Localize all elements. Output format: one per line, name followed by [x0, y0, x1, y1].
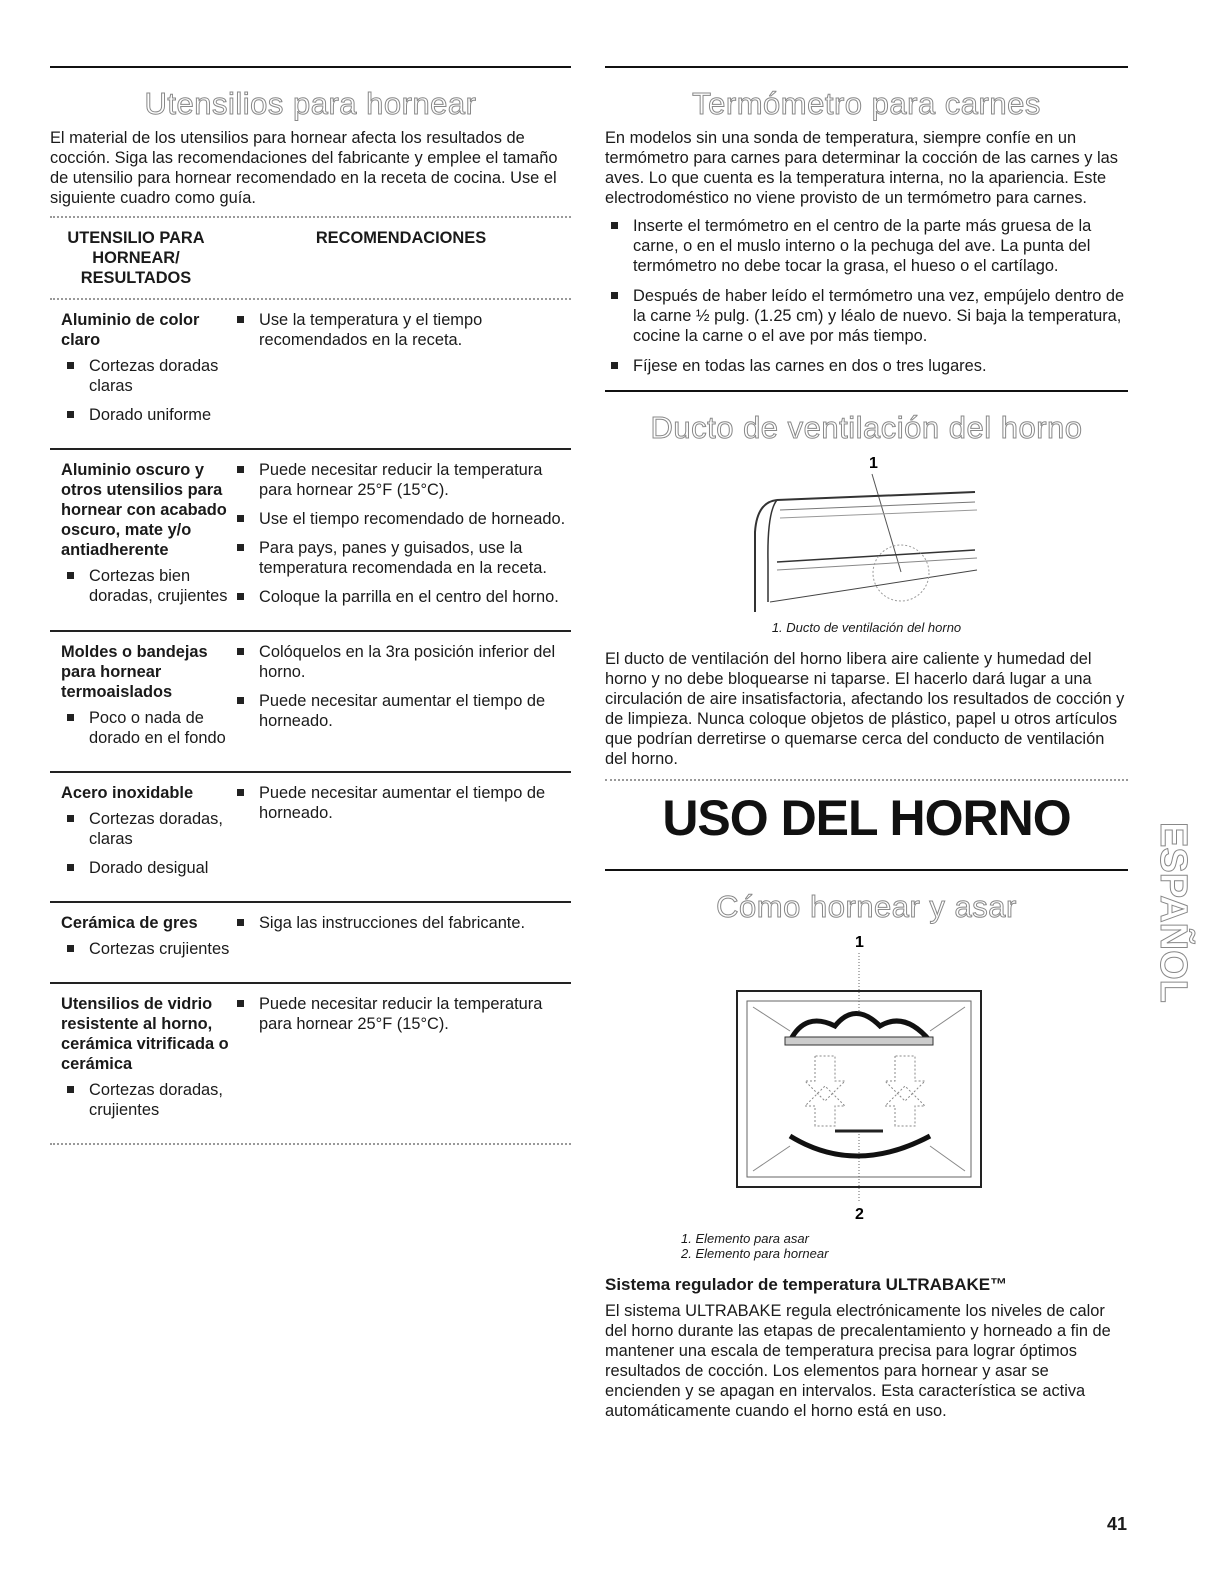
- table-row: [50, 771, 571, 901]
- utensil-cell: [61, 913, 231, 968]
- thermometer-intro: En modelos sin una sonda de temperatura, siempre confíe en un termómetro para carnes para determinar la cocción de las carnes y las aves. Lo que cuenta es la temperatura interna, no la apariencia. Este electrodoméstico no viene provisto de un termómetro para carnes.: [605, 129, 1118, 207]
- recommendation-bullet: Puede necesitar aumentar el tiempo de horneado.: [231, 783, 571, 823]
- utensil-cell: [61, 310, 231, 434]
- utensils-intro: El material de los utensilios para hornear afecta los resultados de cocción. Siga las recomendaciones del fabricante y emplee el tamaño de utensilio para hornear recomendado en la receta de cocina. Use el siguiente cuadro como guía.: [50, 129, 558, 207]
- table-row: [50, 982, 571, 1143]
- result-bullet: Cortezas doradas, crujientes: [61, 1080, 231, 1120]
- ultrabake-subhead: Sistema regulador de temperatura ULTRABAKE™: [605, 1275, 1008, 1294]
- utensil-name: Moldes o bandejas para hornear termoaislados: [61, 643, 208, 701]
- utensil-cell: [61, 783, 231, 887]
- vent-callout: 1: [869, 455, 878, 472]
- divider: [50, 1143, 571, 1145]
- recommendation-cell: [231, 783, 571, 887]
- broil-callout: 1: [855, 934, 864, 951]
- recommendation-cell: [231, 460, 571, 616]
- recommendation-bullet: Puede necesitar aumentar el tiempo de horneado.: [231, 691, 571, 731]
- thermometer-heading: Termómetro para carnes: [692, 86, 1041, 121]
- result-bullet: Dorado desigual: [61, 858, 231, 878]
- recommendation-bullet: Colóquelos en la 3ra posición inferior del horno.: [231, 642, 571, 682]
- utensil-cell: [61, 994, 231, 1129]
- recommendation-bullet: Para pays, panes y guisados, use la temperatura recomendada en la receta.: [231, 538, 571, 578]
- table-row: [50, 901, 571, 982]
- recommendation-bullet: Puede necesitar reducir la temperatura para hornear 25°F (15°C).: [231, 460, 571, 500]
- utensil-cell: [61, 460, 231, 616]
- table-header-col1: UTENSILIO PARA HORNEAR/ RESULTADOS: [67, 229, 205, 287]
- section-title: USO DEL HORNO: [662, 790, 1071, 846]
- table-row: [50, 630, 571, 771]
- bake-caption: 2. Elemento para hornear: [681, 1246, 829, 1261]
- recommendation-cell: [231, 994, 571, 1129]
- recommendation-bullet: Siga las instrucciones del fabricante.: [231, 913, 571, 933]
- left-column: [50, 66, 571, 1145]
- utensil-name: Cerámica de gres: [61, 914, 198, 932]
- result-bullet: Dorado uniforme: [61, 405, 231, 425]
- result-bullet: Cortezas bien doradas, crujientes: [61, 566, 231, 606]
- language-tab-text: ESPAÑOL: [1152, 822, 1194, 1003]
- recommendation-cell: [231, 913, 571, 968]
- divider: [605, 779, 1128, 781]
- utensils-table: [50, 300, 571, 1143]
- bake-callout: 2: [855, 1206, 864, 1223]
- utensil-name: Aluminio de color claro: [61, 311, 200, 349]
- vent-illustration: [605, 452, 1128, 622]
- vent-heading: Ducto de ventilación del horno: [650, 410, 1083, 445]
- thermometer-bullet: Fíjese en todas las carnes en dos o tres lugares.: [605, 356, 1128, 376]
- thermometer-bullet: Inserte el termómetro en el centro de la parte más gruesa de la carne, o en el muslo interno o la pechuga del ave. La punta del termómetro no debe tocar la grasa, el hueso o el cartílago.: [605, 216, 1128, 276]
- oven-vent-diagram: [605, 452, 1128, 622]
- utensil-name: Acero inoxidable: [61, 784, 194, 802]
- bake-heading: Cómo hornear y asar: [716, 889, 1017, 924]
- recommendation-bullet: Puede necesitar reducir la temperatura para hornear 25°F (15°C).: [231, 994, 571, 1034]
- top-rule: [605, 66, 1128, 68]
- oven-elements-diagram: [605, 931, 1128, 1231]
- vent-caption: 1. Ducto de ventilación del horno: [771, 620, 962, 635]
- broil-caption: 1. Elemento para asar: [681, 1231, 809, 1246]
- table-row: [50, 300, 571, 448]
- result-bullet: Poco o nada de dorado en el fondo: [61, 708, 231, 748]
- recommendation-bullet: Use el tiempo recomendado de horneado.: [231, 509, 571, 529]
- utensil-name: Aluminio oscuro y otros utensilios para hornear con acabado oscuro, mate y/o antiadherente: [61, 461, 227, 559]
- ultrabake-text: El sistema ULTRABAKE regula electrónicamente los niveles de calor del horno durante las etapas de precalentamiento y horneado a fin de mantener una escala de temperatura precisa para lograr óptimos resultados de cocción. Los elementos para hornear y asar se encienden y se apagan en intervalos. Esta característica se activa automáticamente cuando el horno está en uso.: [605, 1302, 1111, 1420]
- section-rule: [605, 390, 1128, 392]
- utensil-name: Utensilios de vidrio resistente al horno, cerámica vitrificada o cerámica: [61, 995, 229, 1073]
- utensils-heading: Utensilios para hornear: [144, 86, 477, 121]
- section-rule: [605, 869, 1128, 871]
- recommendation-bullet: Use la temperatura y el tiempo recomendados en la receta.: [231, 310, 571, 350]
- table-header-col2: RECOMENDACIONES: [315, 229, 487, 247]
- thermometer-bullet: Después de haber leído el termómetro una vez, empújelo dentro de la carne ½ pulg. (1.25 cm) y léalo de nuevo. Si baja la temperatura, cocine la carne o el ave por más tiempo.: [605, 286, 1128, 346]
- result-bullet: Cortezas crujientes: [61, 939, 231, 959]
- utensil-cell: [61, 642, 231, 757]
- bake-illustration: [605, 931, 1128, 1231]
- recommendation-cell: [231, 310, 571, 434]
- result-bullet: Cortezas doradas claras: [61, 356, 231, 396]
- recommendation-bullet: Coloque la parrilla en el centro del horno.: [231, 587, 571, 607]
- page-number: 41: [1106, 1514, 1127, 1534]
- top-rule: [50, 66, 571, 68]
- language-tab-graphic: [1127, 818, 1194, 1060]
- right-column: [605, 66, 1128, 1421]
- table-header: [50, 218, 571, 298]
- vent-text: El ducto de ventilación del horno libera aire caliente y humedad del horno y no debe bloquearse ni taparse. El hacerlo dará lugar a una circulación de aire insatisfactoria, afectando los resultados de cocción y de limpieza. Nunca coloque objetos de plástico, papel u otros artículos que podrían derretirse o quemarse cerca del conducto de ventilación del horno.: [605, 650, 1125, 768]
- result-bullet: Cortezas doradas, claras: [61, 809, 231, 849]
- language-side-tab: [1127, 818, 1194, 1060]
- recommendation-cell: [231, 642, 571, 757]
- table-row: [50, 448, 571, 630]
